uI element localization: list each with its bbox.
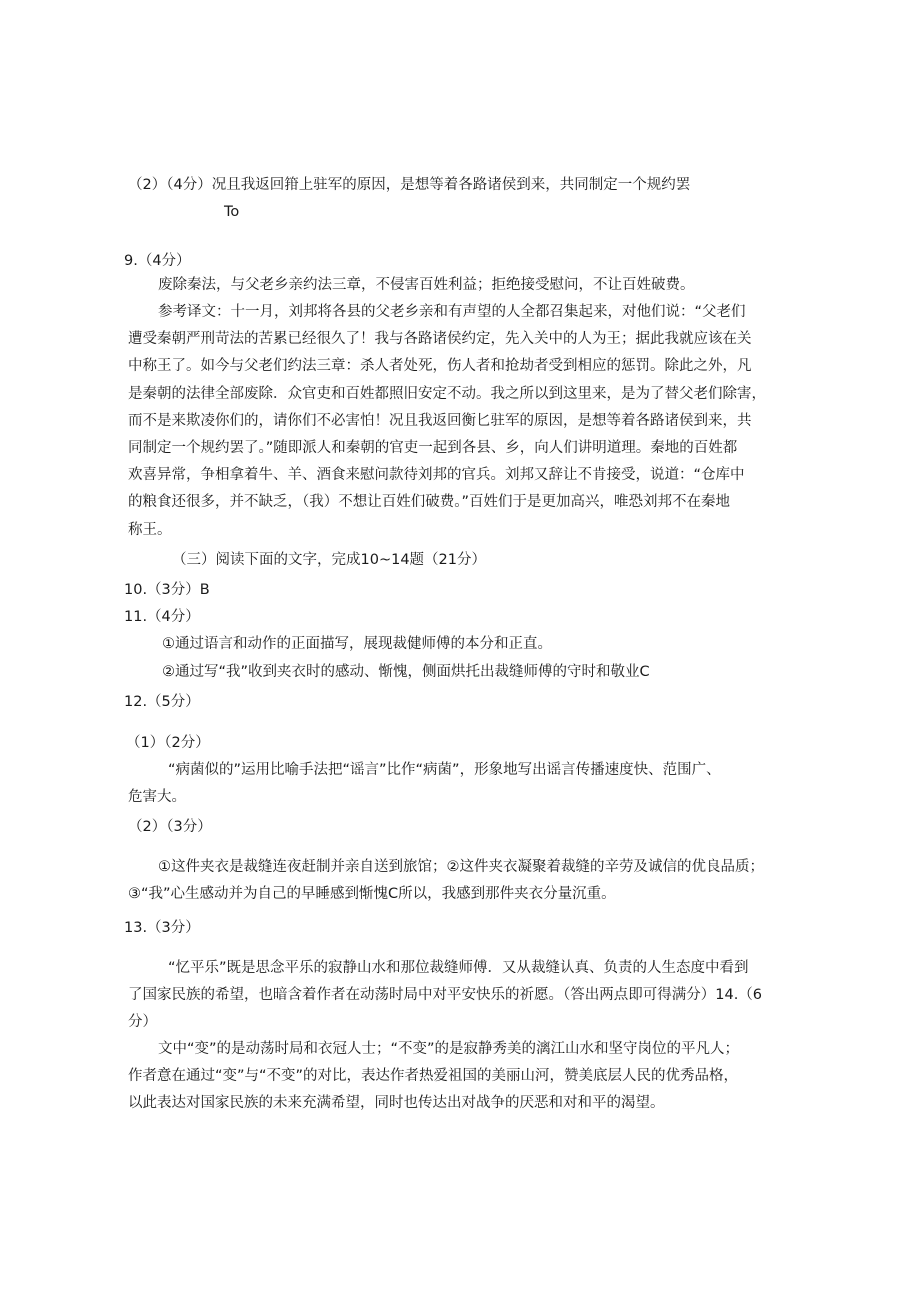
q9-answer: 废除秦法，与父老乡亲约法三章，不侵害百姓利益；拒绝接受慰问，不让百姓破费。 <box>158 277 695 293</box>
q13-heading: 13.（3分） <box>124 920 200 936</box>
q12-2-answer: ③“我”心生感动并为自己的早睡感到惭愧C所以，我感到那件夹衣分量沉重。 <box>128 886 616 902</box>
translation-line: 是秦朝的法律全部废除．众官吏和百姓都照旧安定不动。我之所以到这里来，是为了替父老们除害， <box>128 386 766 402</box>
translation-line: 称王。 <box>128 522 172 538</box>
q14-answer: 以此表达对国家民族的未来充满希望，同时也传达出对战争的厌恶和对和平的渴望。 <box>128 1095 665 1111</box>
translation-line: 同制定一个规约罢了。”随即派人和秦朝的官吏一起到各县、乡，向人们讲明道理。秦地的百姓都 <box>128 440 738 456</box>
q9-heading: 9.（4分） <box>124 253 191 269</box>
q11-point-2: ②通过写“我”收到夹衣时的感动、惭愧，侧面烘托出裁缝师傅的守时和敬业C <box>162 664 650 680</box>
translation-line: 而不是来欺凌你们的，请你们不必害怕！况且我返回衡匕驻军的原因，是想等着各路诸侯到来，共 <box>128 413 752 429</box>
q12-2-answer: ①这件夹衣是裁缝连夜赶制并亲自送到旅馆；②这件夹衣凝聚着裁缝的辛劳及诚信的优良品质； <box>158 859 764 875</box>
q14-answer: 作者意在通过“变”与“不变”的对比，表达作者热爱祖国的美丽山河，赞美底层人民的优秀品格， <box>128 1068 739 1084</box>
q12-2-heading: （2）（3分） <box>128 819 212 835</box>
q14-heading-tail: 分） <box>128 1014 157 1030</box>
q12-1-answer: 危害大。 <box>128 789 186 805</box>
translation-line: 中称王了。如今与父老们约法三章：杀人者处死，伤人者和抢劫者受到相应的惩罚。除此之外，凡 <box>128 358 752 374</box>
q10-answer: 10.（3分）B <box>124 582 210 598</box>
translation-line: 的粮食还很多，并不缺乏，（我）不想让百姓们破费。”百姓们于是更加高兴，唯恐刘邦不在秦地 <box>128 494 731 510</box>
q11-point-1: ①通过语言和动作的正面描写，展现裁健师傅的本分和正直。 <box>162 636 552 652</box>
q11-heading: 11.（4分） <box>124 609 200 625</box>
section-3-heading: （三）阅读下面的文字，完成10~14题（21分） <box>172 552 486 568</box>
translation-line: 参考译文：十一月，刘邦将各县的父老乡亲和有声望的人全都召集起来，对他们说：“父老们 <box>158 304 746 320</box>
q12-1-answer: “病菌似的”运用比喻手法把“谣言”比作“病菌”，形象地写出谣言传播速度快、范围广、 <box>168 762 721 778</box>
translation-line: 欢喜异常，争相拿着牛、羊、酒食来慰问款待刘邦的官兵。刘邦又辞让不肯接受，说道：“仓库中 <box>128 467 745 483</box>
q13-answer: “忆平乐”既是思念平乐的寂静山水和那位裁缝师傅．又从裁缝认真、负责的人生态度中看到 <box>168 960 749 976</box>
q12-1-heading: （1）（2分） <box>126 735 210 751</box>
q8-2-suffix: To <box>224 204 240 220</box>
q12-heading: 12.（5分） <box>124 694 200 710</box>
q8-2-answer: （2）（4分）况且我返回箝上驻军的原因，是想等着各路诸侯到来，共同制定一个规约罢 <box>128 177 691 193</box>
q13-answer: 了国家民族的希望，也暗含着作者在动荡时局中对平安快乐的祈愿。（答出两点即可得满分）14.（6 <box>128 987 763 1003</box>
translation-line: 遭受秦朝严刑苛法的苦累已经很久了！我与各路诸侯约定，先入关中的人为王；据此我就应该在关 <box>128 331 752 347</box>
q14-answer: 文中“变”的是动荡时局和衣冠人士；“不变”的是寂静秀美的漓江山水和坚守岗位的平凡人； <box>158 1041 740 1057</box>
